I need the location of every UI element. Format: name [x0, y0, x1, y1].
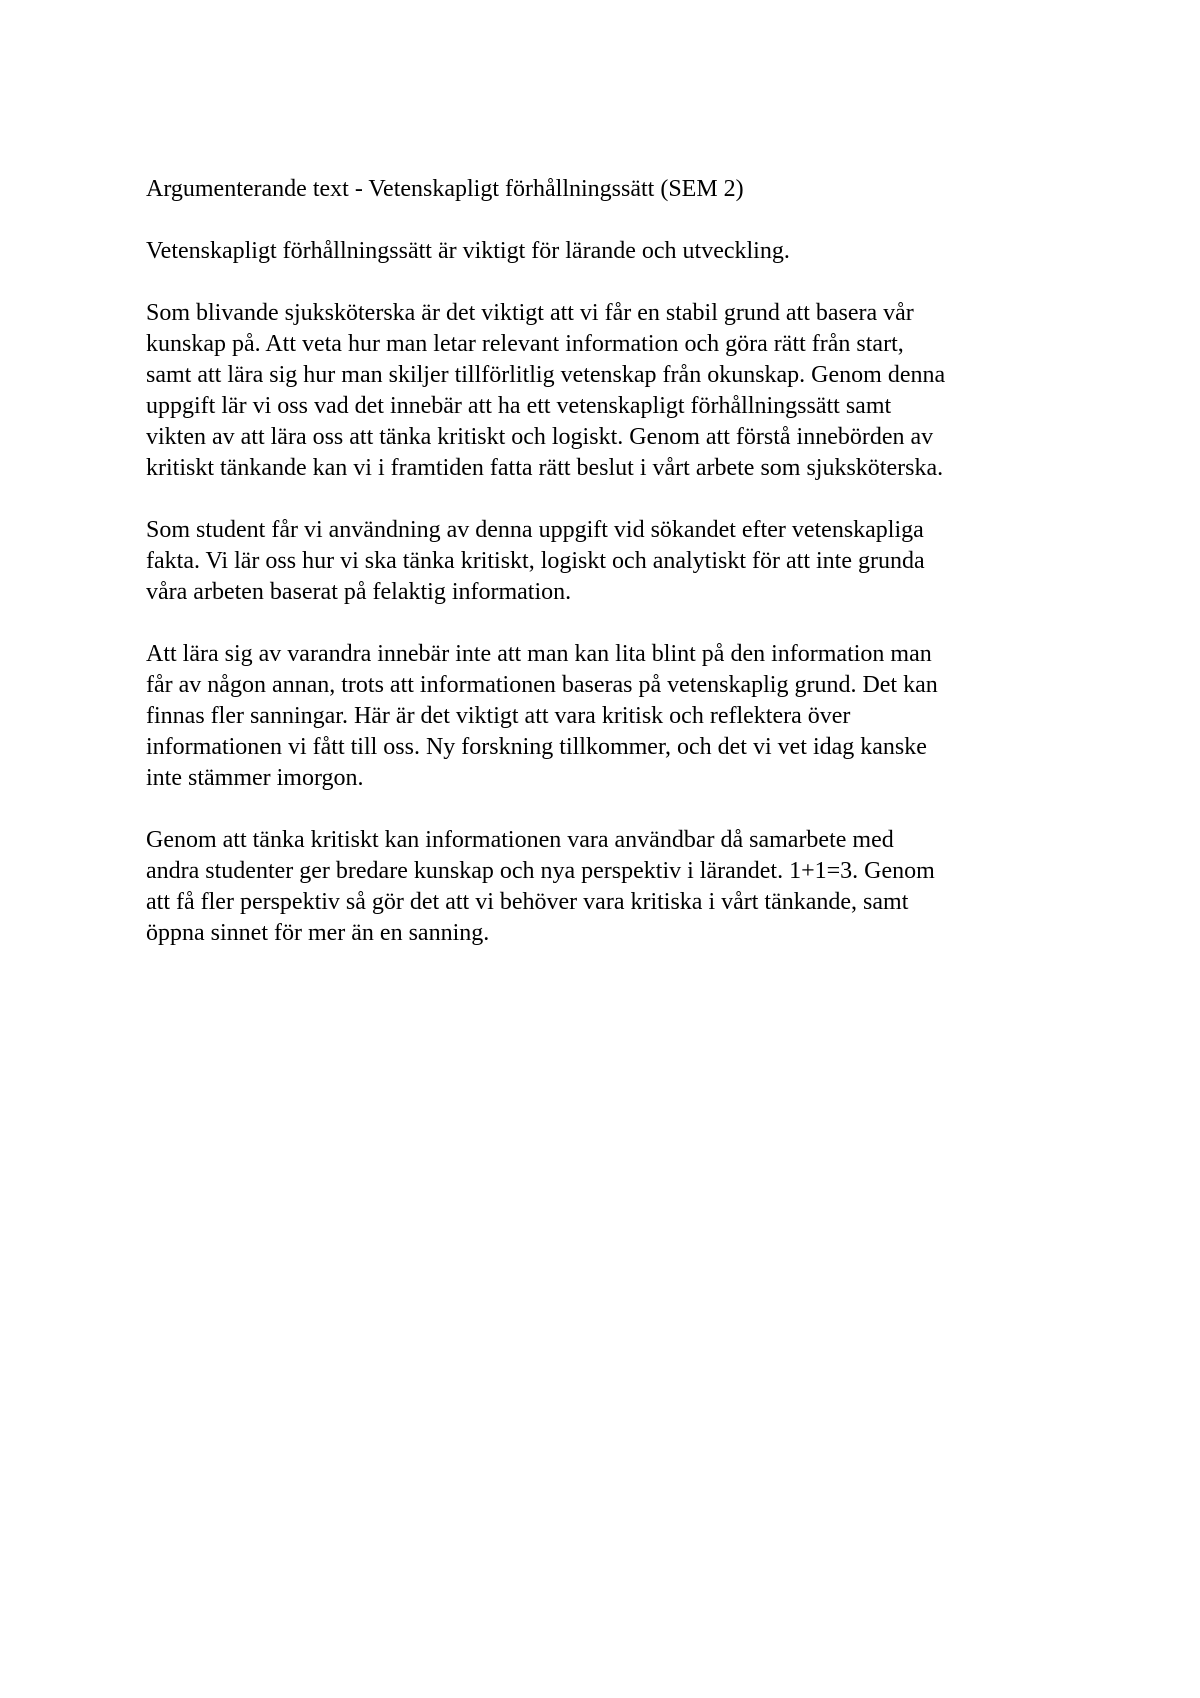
document-title: Argumenterande text - Vetenskapligt förhållningssätt (SEM 2)	[146, 176, 744, 202]
thesis-statement: Vetenskapligt förhållningssätt är viktigt för lärande och utveckling.	[146, 238, 790, 264]
paragraph-3: Att lära sig av varandra innebär inte att man kan lita blint på den information man får av någon annan, trots att informationen baseras på vetenskaplig grund. Det kan finnas fler sanningar. Här är det viktigt att vara kritisk och reflektera över informationen vi fått till oss. Ny forskning tillkommer, och det vi vet idag kanske inte stämmer imorgon.	[146, 641, 938, 791]
paragraph-1: Som blivande sjuksköterska är det viktigt att vi får en stabil grund att basera vår kunskap på. Att veta hur man letar relevant information och göra rätt från start, samt att lära sig hur man skiljer tillförlitlig vetenskap från okunskap. Genom denna uppgift lär vi oss vad det innebär att ha ett vetenskapligt förhållningssätt samt vikten av att lära oss att tänka kritiskt och logiskt. Genom att förstå innebörden av kritiskt tänkande kan vi i framtiden fatta rätt beslut i vårt arbete som sjuksköterska.	[146, 300, 946, 481]
paragraph-4: Genom att tänka kritiskt kan informationen vara användbar då samarbete med andra studenter ger bredare kunskap och nya perspektiv i lärandet. 1+1=3. Genom att få fler perspektiv så gör det att vi behöver vara kritiska i vårt tänkande, samt öppna sinnet för mer än en sanning.	[146, 827, 935, 946]
document-body	[146, 174, 1076, 980]
paragraph-2: Som student får vi användning av denna uppgift vid sökandet efter vetenskapliga fakta. Vi lär oss hur vi ska tänka kritiskt, logiskt och analytiskt för att inte grunda våra arbeten baserat på felaktig information.	[146, 517, 925, 605]
